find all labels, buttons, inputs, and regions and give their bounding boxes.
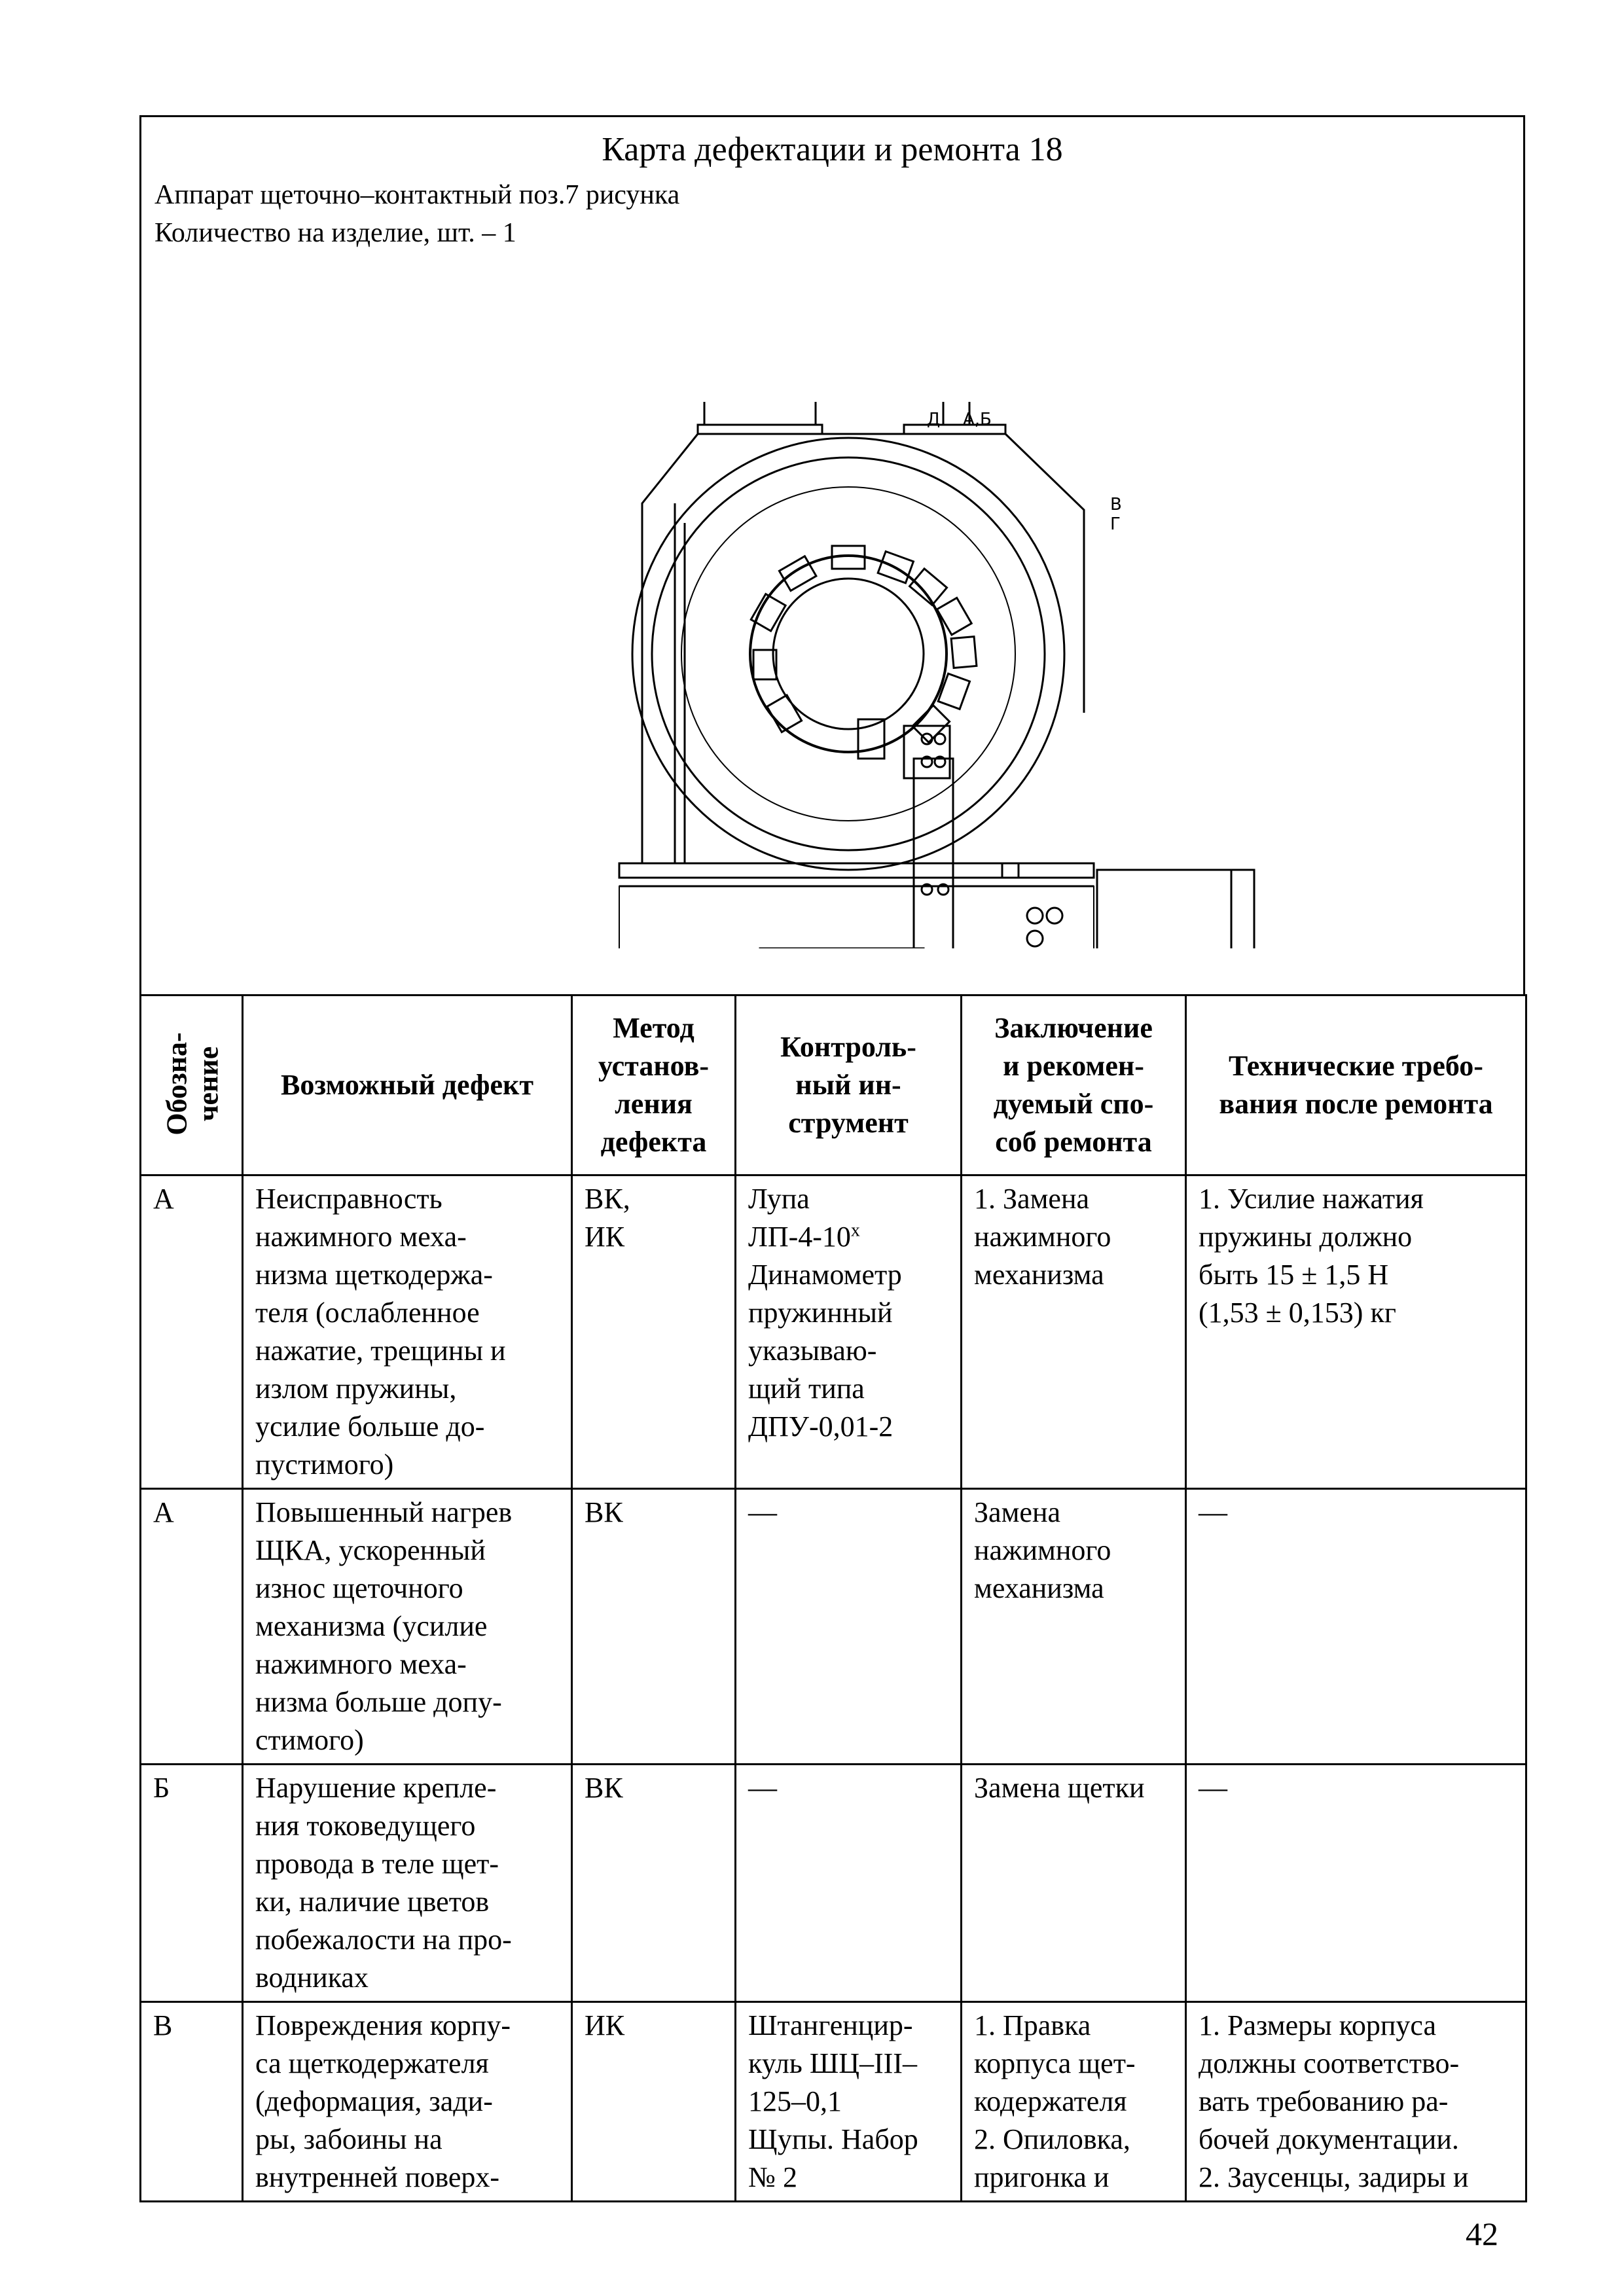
card-quantity: Количество на изделие, шт. – 1: [154, 218, 516, 248]
label-v: В: [1110, 495, 1122, 514]
card-subtitle: Аппарат щеточно–контактный поз.7 рисунка: [154, 180, 680, 210]
cell-conclusion: 1. Правка корпуса щет- кодержателя 2. Опиловка, пригонка и: [962, 2002, 1186, 2202]
cell-tool: Штангенцир- куль ШЦ–III– 125–0,1 Щупы. Набор № 2: [736, 2002, 962, 2202]
cell-requirements: —: [1186, 1489, 1526, 1765]
outer-ring: [632, 438, 1064, 870]
header-conclusion: Заключение и рекомен- дуемый спо- соб ремонта: [962, 996, 1186, 1175]
cell-requirements: 1. Размеры корпуса должны соответство- вать требованию ра- бочей документации. 2. Заусенцы, задиры и: [1186, 2002, 1526, 2202]
cell-tool: Лупа $ЛП-4-10^х$ Динамометр пружинный указываю- щий типа ДПУ-0,01-2: [736, 1175, 962, 1489]
cell-method: ИК: [572, 2002, 736, 2202]
header-code: Обозна- чение: [141, 996, 243, 1175]
header-defect: Возможный дефект: [243, 996, 572, 1175]
brush-contact-apparatus-drawing: [550, 287, 1310, 948]
table-row: [141, 1765, 1526, 2002]
label-d: Д: [927, 410, 941, 429]
header-tool: Контроль- ный ин- струмент: [736, 996, 962, 1175]
table-row: [141, 1175, 1526, 1489]
cell-code: В: [141, 2002, 243, 2202]
cell-method: ВК, ИК: [572, 1175, 736, 1489]
cell-conclusion: 1. Замена нажимного механизма: [962, 1175, 1186, 1489]
cell-conclusion: Замена нажимного механизма: [962, 1489, 1186, 1765]
technical-drawing-svg: [550, 287, 1310, 948]
cell-code: Б: [141, 1765, 243, 2002]
header-method: Метод установ- ления дефекта: [572, 996, 736, 1175]
cell-defect: Повреждения корпу- са щеткодержателя (деформация, зади- ры, забоины на внутренней поверх-: [243, 2002, 572, 2202]
card-title: Карта дефектации и ремонта 18: [602, 131, 1063, 168]
cell-conclusion: Замена щетки: [962, 1765, 1186, 2002]
cell-tool: —: [736, 1489, 962, 1765]
card-header-frame: [139, 115, 1525, 996]
top-bracket: [698, 425, 822, 434]
table-row: [141, 1489, 1526, 1765]
bus-bar: [914, 759, 953, 948]
header-requirements: Технические требо- вания после ремонта: [1186, 996, 1526, 1175]
cell-method: ВК: [572, 1765, 736, 2002]
cell-code: А: [141, 1175, 243, 1489]
table-row: [141, 2002, 1526, 2202]
defect-table: [139, 994, 1527, 2202]
cell-requirements: 1. Усилие нажатия пружины должно быть 15 ± 1,5 Н (1,53 ± 0,153) кг: [1186, 1175, 1526, 1489]
cell-code: А: [141, 1489, 243, 1765]
cell-method: ВК: [572, 1489, 736, 1765]
cell-defect: Нарушение крепле- ния токоведущего провода в теле щет- ки, наличие цветов побежалости на про- водниках: [243, 1765, 572, 2002]
cell-defect: Повышенный нагрев ЩКА, ускоренный износ щеточного механизма (усилие нажимного меха- низма больше допу- стимого): [243, 1489, 572, 1765]
cell-defect: Неисправность нажимного меха- низма щеткодержа- теля (ослабленное нажатие, трещины и излом пружины, усилие больше до- пустимого): [243, 1175, 572, 1489]
cell-requirements: —: [1186, 1765, 1526, 2002]
label-g: Г: [1110, 514, 1121, 534]
cell-tool: —: [736, 1765, 962, 2002]
label-a-b: А,Б: [963, 410, 992, 429]
page-number: 42: [1466, 2215, 1498, 2252]
